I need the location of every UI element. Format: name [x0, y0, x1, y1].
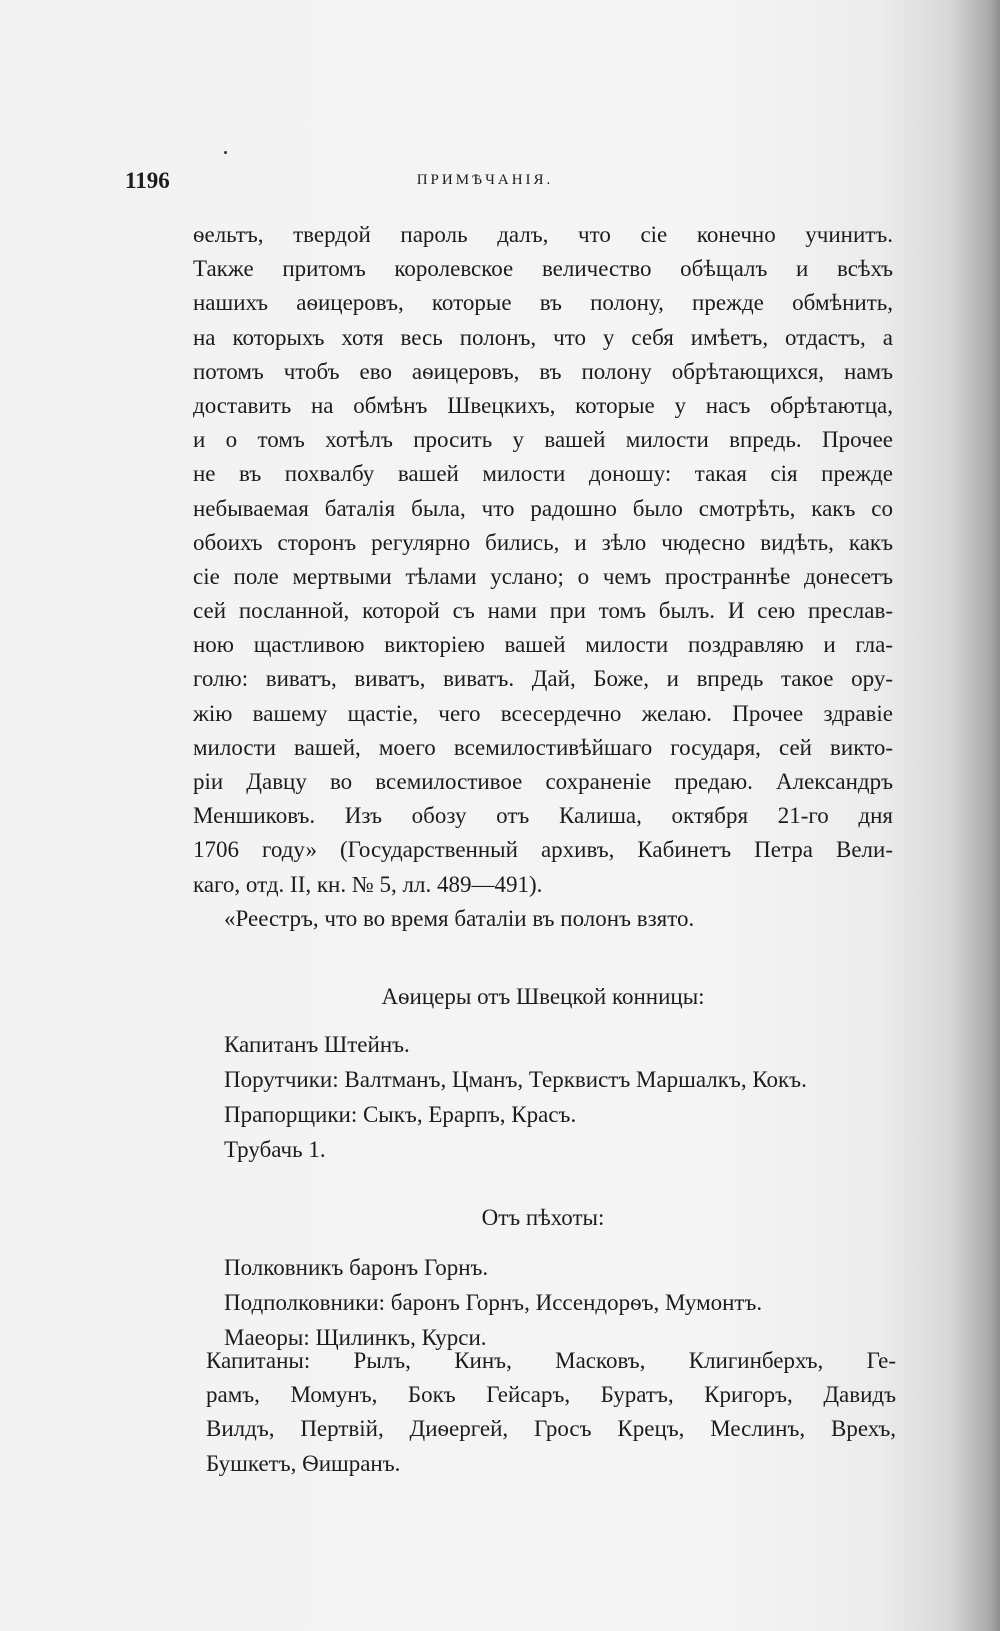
list-item: Капитанъ Штейнъ. [224, 1032, 410, 1057]
paragraph-line: милости вашей, моего всемилостивѣйшаго государя, сей викто- [193, 734, 893, 760]
paragraph-line: не въ похвалбу вашей милости доношу: такая сія прежде [193, 461, 893, 487]
paragraph-line: небываемая баталія была, что радошно было смотрѣть, какъ со [193, 495, 893, 521]
captains-line: рамъ, Момунъ, Бокъ Гейсаръ, Буратъ, Кригоръ, Давидъ [206, 1382, 896, 1408]
paragraph-line: на которыхъ хотя весь полонъ, что у себя имѣетъ, отдастъ, а [193, 324, 893, 350]
list-item: Трубачь 1. [224, 1137, 326, 1162]
cavalry-list [224, 1027, 894, 1167]
page-header [125, 168, 845, 196]
ink-speck [224, 151, 227, 154]
paragraph-line: Также притомъ королевское величество обѣщалъ и всѣхъ [193, 256, 893, 282]
paragraph-line: сіе поле мертвыми тѣлами услано; о чемъ пространнѣе донесетъ [193, 563, 893, 589]
paragraph-line: обоихъ сторонъ регулярно бились, и зѣло чюдесно видѣть, какъ [193, 529, 893, 555]
list-item: Прапорщики: Сыкъ, Ерарпъ, Красъ. [224, 1102, 577, 1127]
captains-line: Вилдъ, Пертвій, Диѳергей, Гросъ Крецъ, Меслинъ, Врехъ, [206, 1416, 896, 1442]
list-item: Подполковники: баронъ Горнъ, Иссендорѳъ, Мумонтъ. [224, 1290, 763, 1315]
paragraph-line: нашихъ аѳицеровъ, которые въ полону, прежде обмѣнить, [193, 290, 893, 316]
cavalry-heading: Аѳицеры отъ Швецкой конницы: [381, 984, 705, 1009]
letter-paragraph [193, 218, 893, 936]
running-title: ПРИМѢЧАНІЯ. [416, 172, 554, 188]
paragraph-line: доставить на обмѣнъ Швецкихъ, которые у насъ обрѣтаютца, [193, 392, 893, 418]
paragraph-line: сей посланной, которой съ нами при томъ былъ. И сею преслав- [193, 598, 893, 624]
list-item: Порутчики: Валтманъ, Цманъ, Терквистъ Маршалкъ, Кокъ. [224, 1067, 807, 1092]
paragraph-line: ѳельтъ, твердой пароль далъ, что сіе конечно учинитъ. [193, 222, 893, 247]
paragraph-line: ною щастливою викторіею вашей милости поздравляю и гла- [193, 632, 893, 658]
register-intro: «Реестръ, что во время баталіи въ полонъ взято. [224, 905, 695, 931]
paragraph-line: Меншиковъ. Изъ обозу отъ Калиша, октября 21-го дня [193, 803, 893, 829]
list-item: Полковникъ баронъ Горнъ. [224, 1255, 489, 1280]
infantry-list [224, 1250, 894, 1355]
list-item: Маеоры: Щилинкъ, Курси. [224, 1325, 487, 1350]
paragraph-line: 1706 году» (Государственный архивъ, Кабинетъ Петра Вели- [193, 837, 893, 863]
page-number: 1196 [125, 168, 170, 193]
paragraph-line: голю: виватъ, виватъ, виватъ. Дай, Боже, и впредь такое ору- [193, 666, 893, 692]
paragraph-line: и о томъ хотѣлъ просить у вашей милости впредь. Прочее [193, 427, 893, 453]
paragraph-line: ріи Давцу во всемилостивое сохраненіе предаю. Александръ [193, 769, 893, 794]
paragraph-line: потомъ чтобъ ево аѳицеровъ, въ полону обрѣтающихся, намъ [193, 358, 893, 384]
captains-paragraph [206, 1344, 896, 1481]
captains-line: Бушкетъ, Ѳишранъ. [206, 1450, 401, 1476]
infantry-heading: Отъ пѣхоты: [481, 1205, 605, 1230]
paragraph-line: жію вашему щастіе, чего всесердечно желаю. Прочее здравіе [193, 700, 893, 726]
captains-line: Капитаны: Рылъ, Кинъ, Масковъ, Клигинберхъ, Ге- [206, 1348, 896, 1373]
paragraph-line: каго, отд. II, кн. № 5, лл. 489—491). [193, 871, 543, 897]
